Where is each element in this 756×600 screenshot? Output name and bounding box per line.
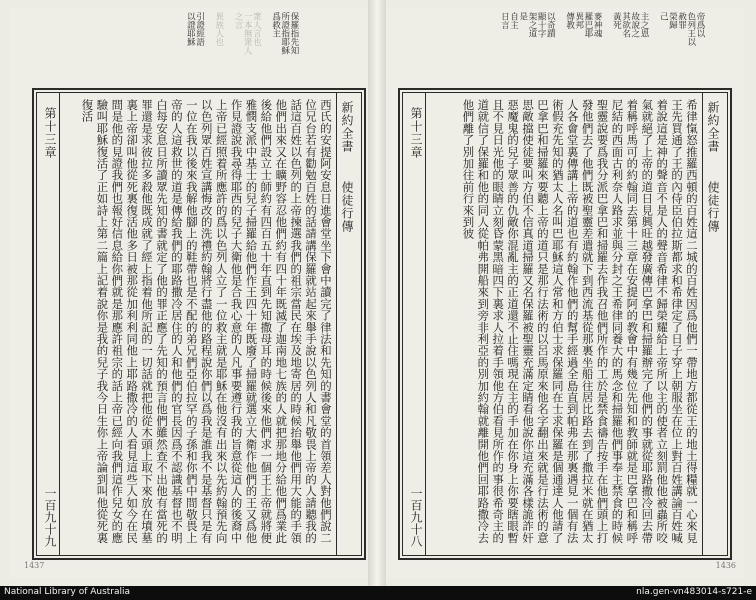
- chapter-label: 第十三章: [43, 107, 57, 159]
- book-gutter: [368, 0, 386, 586]
- marginal-note: 保羅指先知 所證指耶穌 爲救主: [270, 12, 299, 55]
- column-rule: [425, 93, 426, 555]
- right-page: [386, 8, 744, 578]
- credit-bar: [0, 586, 756, 600]
- library-stamp: 1436: [715, 561, 736, 570]
- marginal-note: 以奇蹟 顯十字 架之道 是 自主 日言: [499, 12, 556, 38]
- right-notes: [499, 12, 704, 46]
- marginal-note: 衆人言也 一本無衆人 之言: [232, 12, 262, 55]
- library-stamp: 1437: [24, 561, 45, 570]
- book-title: 新約全書: [706, 101, 720, 153]
- item-identifier: nla.gen-vn483014-s721-e: [636, 587, 752, 597]
- column-rule: [702, 93, 703, 555]
- column-rule: [59, 93, 60, 555]
- column-rule: [336, 93, 337, 555]
- marginal-note: 帝爲以 色列王以 赦罪 榮歸 己: [658, 12, 705, 46]
- book-name: 使徒行傳: [340, 181, 354, 233]
- left-notes: [185, 12, 298, 55]
- marginal-note: 主之恩 故說之 其欲名 黃死: [611, 12, 649, 38]
- book-title: 新約全書: [340, 101, 354, 153]
- marginal-note: 引證經語 以證耶穌: [185, 12, 205, 46]
- page-number: 一百九十八: [409, 487, 423, 547]
- right-text-frame: [398, 88, 732, 560]
- library-credit: National Library of Australia: [4, 587, 131, 597]
- body-text: 西氏的安提阿安息日進會堂坐下會中讀完了律法和先知的書會堂的首領差人對他們說二位兄台若有勸勉百姓的話請講保羅就站起來舉手說以色列人和凡敬畏上帝的人請聽我的話這百姓以色列的上帝揀選我們的祖宗當民在埃及地寄居的時候抬舉他們用大能的手領他們出來又在曠野容忍他們約有四十年既滅了迦南地七族的人就把那地分給他們爲業此後給他們設立士師約有四百五十年直到先知撒母耳的時候後來他們求一個王上帝就將便雅憫支派中基士的兒子掃羅給他們作王四十年既廢了掃羅就選立大衛作他們的王又爲他作見證說我尋得耶西的兒子大衛他是合我心意的人凡事要遵行我的旨意從這人的後裔中上帝已經照着所應許的爲以色列人立了一位救主就是耶穌在他沒有出來以先約翰預先向以色列眾百姓宣講悔改的洗禮約翰將行盡他的路程說你們以爲我是誰我不是基督只是有一位在我以後來我解他腳上的鞋帶也是不配的弟兄們亞伯拉罕的子孫和你們中間敬畏上帝的人這救世的道是傳給我們的耶路撒冷居住的人和他們的官長因爲不認識基督也不明白每安息日所讀眾先知的書就定了他的罪正應了先知的預言他們雖然查不出他有當死的罪還是求彼拉多殺他既成就了經上指着他所記的一切話就把他從木頭上取下來放在墳墓裏上帝卻叫他從死裏復活他多日被那從加利利同他上耶路撒冷的人看見這些人如今在民間是他的見證我們也報好信息給你們就是那應許祖宗的話上帝已經向我們這作兒女的應驗叫耶穌復活了正如詩上第二篇上記着說你是我的兒子我今日生你上帝論到叫他從死裏復活: [80, 99, 333, 544]
- marginal-note: 麥神魂 羅巴耶 異邦 傳教: [564, 12, 603, 38]
- body-text: 希律愾怒推羅西頓的百姓這二城的百姓因爲他們一帶地方都從王的地土得糧就一心來見王先買通了王的內侍臣伯拉斯都求和希律定了日子穿上朝服坐在位上對百姓講論百姓喊着說這是神的聲音不是人的聲音希律不歸榮耀給上帝所以主的使者立刻罰他他被蟲所咬氣就絕了上帝的道日見興旺越發廣傳巴拿巴和掃羅辦完了他們的事就從耶路撒冷回去帶着稱呼馬可的約翰同去第十三章在安提阿的教會中有幾位先知和教師就是巴拿巴和稱呼尼結的西面古利奈人路求並與分封之王希律同養大的馬念和掃羅他們事奉主禁食的時候聖靈說要爲我分派巴拿巴和掃羅去作我召他們所作的工於是禁食禱告按手在他們頭上打發他們去了他們既被聖靈差遣就下到西流基從那裏坐船往居比路去到了撒拉米就在猶太人各會堂裏傳講上帝的道也有約翰作他們的幫手經過全島直到帕弗在那裏遇見一個有法術假充先知的猶太人名叫巴耶穌這人常和方伯士求保羅同在士求保羅是個通達人他請了巴拿巴和掃羅來要聽上帝的道只是那行法術的以呂馬原來他名字翻出來就是行法術的意思敵擋使徒要叫方伯不信真道掃羅又名保羅被聖靈充滿定睛看他說你這充滿各樣詭詐奸惡魔鬼的兒子眾善的仇敵你混亂主的正道還不止住嗎現在主的手加在你身上你要瞎眼暫且不見日光他的眼睛立刻昏蒙黑暗四下裏求人拉着手領他方伯看見所作的事很希奇主的道就信了保羅和他的同人從帕弗開船來到旁非利亞的別加約翰就離開他們回耶路撒冷去他們離了別加往前行來到彼: [461, 99, 699, 544]
- marginal-note: 異族人也: [213, 12, 224, 46]
- page-number: 一百九十九: [43, 487, 57, 547]
- left-text-frame: [32, 88, 366, 560]
- book-name: 使徒行傳: [706, 181, 720, 233]
- chapter-label: 第十三章: [409, 107, 423, 159]
- left-page: [10, 8, 368, 578]
